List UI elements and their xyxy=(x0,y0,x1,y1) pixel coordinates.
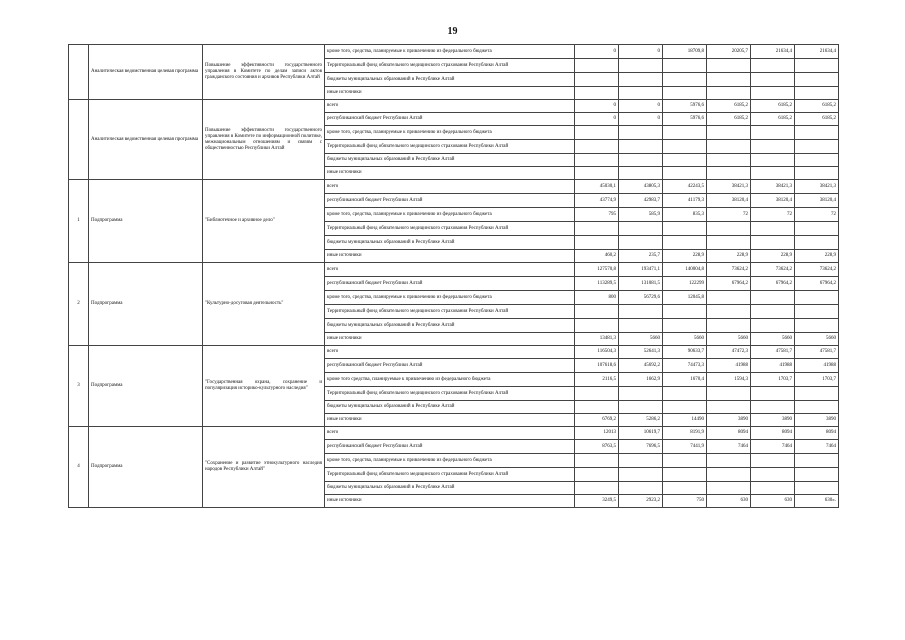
table-row xyxy=(69,45,839,59)
funding-source: бюджеты муниципальных образований в Республике Алтай xyxy=(325,482,575,495)
funding-source: иные источники xyxy=(325,167,575,180)
amount-cell: 47581,7 xyxy=(795,346,839,359)
amount-cell: 6185,2 xyxy=(795,100,839,113)
amount-cell: 0 xyxy=(619,45,663,59)
amount-cell: 45030,1 xyxy=(575,180,619,194)
funding-source: бюджеты муниципальных образований в Республике Алтай xyxy=(325,73,575,87)
program-name: "Культурно-досуговая деятельность" xyxy=(203,263,325,346)
program-name: "Библиотечное и архивное дело" xyxy=(203,180,325,263)
amount-cell xyxy=(663,126,707,140)
amount-cell: 73624,2 xyxy=(795,263,839,277)
amount-cell xyxy=(751,59,795,73)
amount-cell xyxy=(619,305,663,319)
amount-cell: 5286,2 xyxy=(619,414,663,427)
amount-cell xyxy=(751,222,795,236)
amount-cell: 72 xyxy=(795,208,839,222)
amount-cell xyxy=(751,140,795,154)
amount-cell xyxy=(795,167,839,180)
funding-source: кроме того, средства, планируемые к привлечению из федерального бюджета xyxy=(325,208,575,222)
amount-cell xyxy=(751,167,795,180)
amount-cell: 52641,3 xyxy=(619,346,663,359)
amount-cell xyxy=(619,319,663,333)
program-name: Повышение эффективности государственного управления в Комитете по делам записи актов гражданского состояния и архивов Республики Алтай xyxy=(203,45,325,100)
amount-cell: 1670,4 xyxy=(663,373,707,387)
funding-source: кроме того, средства, планируемые к привлечению из федерального бюджета xyxy=(325,291,575,305)
amount-cell xyxy=(619,236,663,250)
amount-cell xyxy=(795,73,839,87)
amount-cell xyxy=(751,291,795,305)
amount-cell xyxy=(795,236,839,250)
amount-cell xyxy=(663,167,707,180)
amount-cell: 7441,9 xyxy=(663,440,707,454)
amount-cell: 20205,7 xyxy=(707,45,751,59)
program-type: Подпрограмма xyxy=(89,263,203,346)
amount-cell xyxy=(707,387,751,401)
amount-cell xyxy=(663,319,707,333)
amount-cell xyxy=(795,126,839,140)
budget-table xyxy=(68,44,839,508)
amount-cell: 7464 xyxy=(795,440,839,454)
funding-source: кроме того средства, планируемые к привлечению из федерального бюджета xyxy=(325,373,575,387)
amount-cell: 72 xyxy=(707,208,751,222)
amount-cell: 42243,5 xyxy=(663,180,707,194)
amount-cell: 228,9 xyxy=(663,250,707,263)
amount-cell: 1662,9 xyxy=(619,373,663,387)
amount-cell: 630 xyxy=(751,495,795,508)
amount-cell xyxy=(575,73,619,87)
amount-cell: 2923,2 xyxy=(619,495,663,508)
amount-cell xyxy=(751,126,795,140)
row-number xyxy=(69,100,89,180)
amount-cell: 7696,5 xyxy=(619,440,663,454)
program-name: Повышение эффективности государственного управления в Комитете по информационной политике, межнациональным отношениям и связям с общественностью Республики Алтай xyxy=(203,100,325,180)
amount-cell xyxy=(575,468,619,482)
amount-cell: 800 xyxy=(575,291,619,305)
amount-cell: 6185,2 xyxy=(751,113,795,126)
funding-source: Территориальный фонд обязательного медицинского страхования Республики Алтай xyxy=(325,387,575,401)
amount-cell xyxy=(707,305,751,319)
amount-cell: 67964,2 xyxy=(707,277,751,291)
amount-cell: 0 xyxy=(575,100,619,113)
amount-cell: 0 xyxy=(575,113,619,126)
amount-cell xyxy=(707,222,751,236)
amount-cell xyxy=(707,73,751,87)
amount-cell xyxy=(707,291,751,305)
amount-cell: 42983,7 xyxy=(619,194,663,208)
amount-cell xyxy=(663,401,707,414)
amount-cell: 235,7 xyxy=(619,250,663,263)
program-type: Подпрограмма xyxy=(89,180,203,263)
amount-cell: 1594,3 xyxy=(707,373,751,387)
funding-source: иные источники xyxy=(325,414,575,427)
amount-cell: 0 xyxy=(575,45,619,59)
amount-cell xyxy=(619,87,663,100)
amount-cell: 127570,8 xyxy=(575,263,619,277)
amount-cell xyxy=(619,126,663,140)
amount-cell: 13481,3 xyxy=(575,333,619,346)
amount-cell: 2116,5 xyxy=(575,373,619,387)
amount-cell xyxy=(707,140,751,154)
amount-cell: 21634,4 xyxy=(795,45,839,59)
amount-cell: 73624,2 xyxy=(751,263,795,277)
amount-cell: 41179,3 xyxy=(663,194,707,208)
funding-source: Территориальный фонд обязательного медицинского страхования Республики Алтай xyxy=(325,468,575,482)
amount-cell: 228,9 xyxy=(751,250,795,263)
funding-source: Территориальный фонд обязательного медицинского страхования Республики Алтай xyxy=(325,140,575,154)
amount-cell xyxy=(751,401,795,414)
amount-cell xyxy=(619,387,663,401)
amount-cell xyxy=(707,319,751,333)
amount-cell: 8094 xyxy=(795,427,839,440)
amount-cell: 5976,6 xyxy=(663,113,707,126)
amount-cell: 131081,5 xyxy=(619,277,663,291)
amount-cell: 116504,3 xyxy=(575,346,619,359)
amount-cell xyxy=(795,291,839,305)
amount-cell xyxy=(751,305,795,319)
program-type: Подпрограмма xyxy=(89,346,203,427)
amount-cell: 835,3 xyxy=(663,208,707,222)
amount-cell xyxy=(663,154,707,167)
amount-cell: 41988 xyxy=(795,359,839,373)
program-type: Аналитическая ведомственная целевая программа xyxy=(89,45,203,100)
amount-cell xyxy=(795,319,839,333)
funding-source: кроме того, средства, планируемые к привлечению из федерального бюджета xyxy=(325,45,575,59)
amount-cell xyxy=(663,387,707,401)
amount-cell xyxy=(751,236,795,250)
amount-cell: 1703,7 xyxy=(795,373,839,387)
amount-cell xyxy=(707,167,751,180)
funding-source: кроме того, средства, планируемые к привлечению из федерального бюджета xyxy=(325,126,575,140)
amount-cell xyxy=(795,87,839,100)
funding-source: всего xyxy=(325,180,575,194)
amount-cell xyxy=(663,454,707,468)
amount-cell: 38120,4 xyxy=(707,194,751,208)
amount-cell: 3249,5 xyxy=(575,495,619,508)
amount-cell: 6185,2 xyxy=(707,113,751,126)
amount-cell xyxy=(663,87,707,100)
amount-cell xyxy=(663,59,707,73)
funding-source: всего xyxy=(325,100,575,113)
table-row xyxy=(69,346,839,359)
row-number xyxy=(69,45,89,100)
amount-cell: 38120,4 xyxy=(751,194,795,208)
amount-cell xyxy=(707,401,751,414)
amount-cell xyxy=(751,468,795,482)
amount-cell: 43774,9 xyxy=(575,194,619,208)
amount-cell: 122299 xyxy=(663,277,707,291)
funding-source: республиканский бюджет Республики Алтай xyxy=(325,194,575,208)
amount-cell xyxy=(575,236,619,250)
amount-cell: 8094 xyxy=(707,427,751,440)
amount-cell: 8094 xyxy=(751,427,795,440)
amount-cell xyxy=(619,154,663,167)
amount-cell xyxy=(575,87,619,100)
amount-cell: 6185,2 xyxy=(751,100,795,113)
amount-cell: 8191,9 xyxy=(663,427,707,440)
program-type: Подпрограмма xyxy=(89,427,203,508)
amount-cell: 74473,3 xyxy=(663,359,707,373)
amount-cell xyxy=(619,140,663,154)
amount-cell: 67964,2 xyxy=(795,277,839,291)
amount-cell xyxy=(575,126,619,140)
amount-cell xyxy=(663,140,707,154)
amount-cell xyxy=(619,401,663,414)
table-row xyxy=(69,100,839,113)
amount-cell xyxy=(751,387,795,401)
amount-cell: 5660 xyxy=(619,333,663,346)
amount-cell: 5660 xyxy=(663,333,707,346)
amount-cell: 90633,7 xyxy=(663,346,707,359)
amount-cell: 6769,2 xyxy=(575,414,619,427)
table-row xyxy=(69,180,839,194)
amount-cell xyxy=(575,305,619,319)
amount-cell xyxy=(663,236,707,250)
amount-cell: 14490 xyxy=(663,414,707,427)
amount-cell xyxy=(575,454,619,468)
amount-cell: 8763,5 xyxy=(575,440,619,454)
amount-cell xyxy=(707,126,751,140)
amount-cell: 140004,8 xyxy=(663,263,707,277)
amount-cell: 6185,2 xyxy=(707,100,751,113)
funding-source: республиканский бюджет Республики Алтай xyxy=(325,277,575,291)
amount-cell: 5660 xyxy=(795,333,839,346)
amount-cell xyxy=(663,305,707,319)
funding-source: иные источники xyxy=(325,250,575,263)
amount-cell: 193471,1 xyxy=(619,263,663,277)
amount-cell xyxy=(707,87,751,100)
amount-cell xyxy=(575,319,619,333)
table-row xyxy=(69,263,839,277)
amount-cell: 21634,4 xyxy=(751,45,795,59)
amount-cell: 0 xyxy=(619,113,663,126)
amount-cell xyxy=(795,468,839,482)
amount-cell xyxy=(619,468,663,482)
funding-source: всего xyxy=(325,263,575,277)
funding-source: иные источники xyxy=(325,87,575,100)
amount-cell xyxy=(619,167,663,180)
amount-cell: 630». xyxy=(795,495,839,508)
amount-cell xyxy=(663,482,707,495)
amount-cell: 47472,3 xyxy=(707,346,751,359)
amount-cell xyxy=(619,482,663,495)
amount-cell xyxy=(575,222,619,236)
funding-source: всего xyxy=(325,346,575,359)
amount-cell xyxy=(575,482,619,495)
amount-cell xyxy=(795,454,839,468)
funding-source: иные источники xyxy=(325,333,575,346)
program-name: "Государственная охрана, сохранение и популяризация историко-культурного наследия" xyxy=(203,346,325,427)
table-row xyxy=(69,427,839,440)
amount-cell: 41988 xyxy=(707,359,751,373)
amount-cell: 3890 xyxy=(795,414,839,427)
row-number: 3 xyxy=(69,346,89,427)
amount-cell xyxy=(751,73,795,87)
funding-source: всего xyxy=(325,427,575,440)
amount-cell xyxy=(795,387,839,401)
amount-cell xyxy=(795,222,839,236)
amount-cell xyxy=(795,482,839,495)
amount-cell xyxy=(619,454,663,468)
amount-cell: 228,9 xyxy=(707,250,751,263)
amount-cell: 460,2 xyxy=(575,250,619,263)
amount-cell xyxy=(751,454,795,468)
funding-source: республиканский бюджет Республики Алтай xyxy=(325,113,575,126)
amount-cell: 12013 xyxy=(575,427,619,440)
amount-cell: 5976,6 xyxy=(663,100,707,113)
amount-cell: 7464 xyxy=(707,440,751,454)
funding-source: республиканский бюджет Республики Алтай xyxy=(325,359,575,373)
amount-cell xyxy=(795,154,839,167)
amount-cell: 56729,6 xyxy=(619,291,663,305)
amount-cell: 12045,8 xyxy=(663,291,707,305)
amount-cell: 38421,3 xyxy=(751,180,795,194)
amount-cell xyxy=(795,140,839,154)
amount-cell: 73624,2 xyxy=(707,263,751,277)
amount-cell xyxy=(795,305,839,319)
amount-cell xyxy=(575,140,619,154)
amount-cell xyxy=(575,401,619,414)
amount-cell xyxy=(619,222,663,236)
amount-cell: 5660 xyxy=(707,333,751,346)
amount-cell xyxy=(663,73,707,87)
funding-source: бюджеты муниципальных образований в Республике Алтай xyxy=(325,319,575,333)
amount-cell xyxy=(795,59,839,73)
page-number: 19 xyxy=(447,26,458,37)
amount-cell: 67964,2 xyxy=(751,277,795,291)
amount-cell: 3890 xyxy=(707,414,751,427)
amount-cell xyxy=(575,59,619,73)
amount-cell: 1703,7 xyxy=(751,373,795,387)
amount-cell: 585,9 xyxy=(619,208,663,222)
funding-source: Территориальный фонд обязательного медицинского страхования Республики Алтай xyxy=(325,59,575,73)
funding-source: Территориальный фонд обязательного медицинского страхования Республики Алтай xyxy=(325,222,575,236)
amount-cell: 45692,2 xyxy=(619,359,663,373)
funding-source: республиканский бюджет Республики Алтай xyxy=(325,440,575,454)
amount-cell xyxy=(707,154,751,167)
amount-cell xyxy=(575,154,619,167)
funding-source: кроме того, средства, планируемые к привлечению из федерального бюджета xyxy=(325,454,575,468)
amount-cell xyxy=(795,401,839,414)
funding-source: иные источники xyxy=(325,495,575,508)
amount-cell: 72 xyxy=(751,208,795,222)
amount-cell: 3890 xyxy=(751,414,795,427)
amount-cell xyxy=(575,167,619,180)
amount-cell: 113289,5 xyxy=(575,277,619,291)
amount-cell xyxy=(575,387,619,401)
funding-source: бюджеты муниципальных образований в Республике Алтай xyxy=(325,401,575,414)
amount-cell: 41988 xyxy=(751,359,795,373)
amount-cell xyxy=(751,319,795,333)
amount-cell: 795 xyxy=(575,208,619,222)
row-number: 4 xyxy=(69,427,89,508)
amount-cell: 38421,3 xyxy=(795,180,839,194)
amount-cell: 43805,3 xyxy=(619,180,663,194)
amount-cell: 10619,7 xyxy=(619,427,663,440)
amount-cell: 750 xyxy=(663,495,707,508)
amount-cell: 228,9 xyxy=(795,250,839,263)
amount-cell: 18709,8 xyxy=(663,45,707,59)
funding-source: Территориальный фонд обязательного медицинского страхования Республики Алтай xyxy=(325,305,575,319)
amount-cell xyxy=(707,236,751,250)
amount-cell xyxy=(663,468,707,482)
amount-cell xyxy=(619,59,663,73)
amount-cell: 7464 xyxy=(751,440,795,454)
amount-cell xyxy=(707,454,751,468)
amount-cell xyxy=(707,59,751,73)
funding-source: бюджеты муниципальных образований в Республике Алтай xyxy=(325,236,575,250)
amount-cell: 5660 xyxy=(751,333,795,346)
amount-cell: 630 xyxy=(707,495,751,508)
amount-cell xyxy=(707,482,751,495)
amount-cell: 38421,3 xyxy=(707,180,751,194)
amount-cell: 107618,6 xyxy=(575,359,619,373)
amount-cell: 38120,4 xyxy=(795,194,839,208)
amount-cell xyxy=(619,73,663,87)
amount-cell xyxy=(751,154,795,167)
amount-cell xyxy=(751,87,795,100)
program-name: "Сохранение и развитие этнокультурного наследия народов Республики Алтай" xyxy=(203,427,325,508)
amount-cell xyxy=(663,222,707,236)
amount-cell: 6185,2 xyxy=(795,113,839,126)
funding-source: бюджеты муниципальных образований в Республике Алтай xyxy=(325,154,575,167)
row-number: 2 xyxy=(69,263,89,346)
amount-cell: 47581,7 xyxy=(751,346,795,359)
amount-cell xyxy=(751,482,795,495)
amount-cell xyxy=(707,468,751,482)
program-type: Аналитическая ведомственная целевая программа xyxy=(89,100,203,180)
amount-cell: 0 xyxy=(619,100,663,113)
row-number: 1 xyxy=(69,180,89,263)
